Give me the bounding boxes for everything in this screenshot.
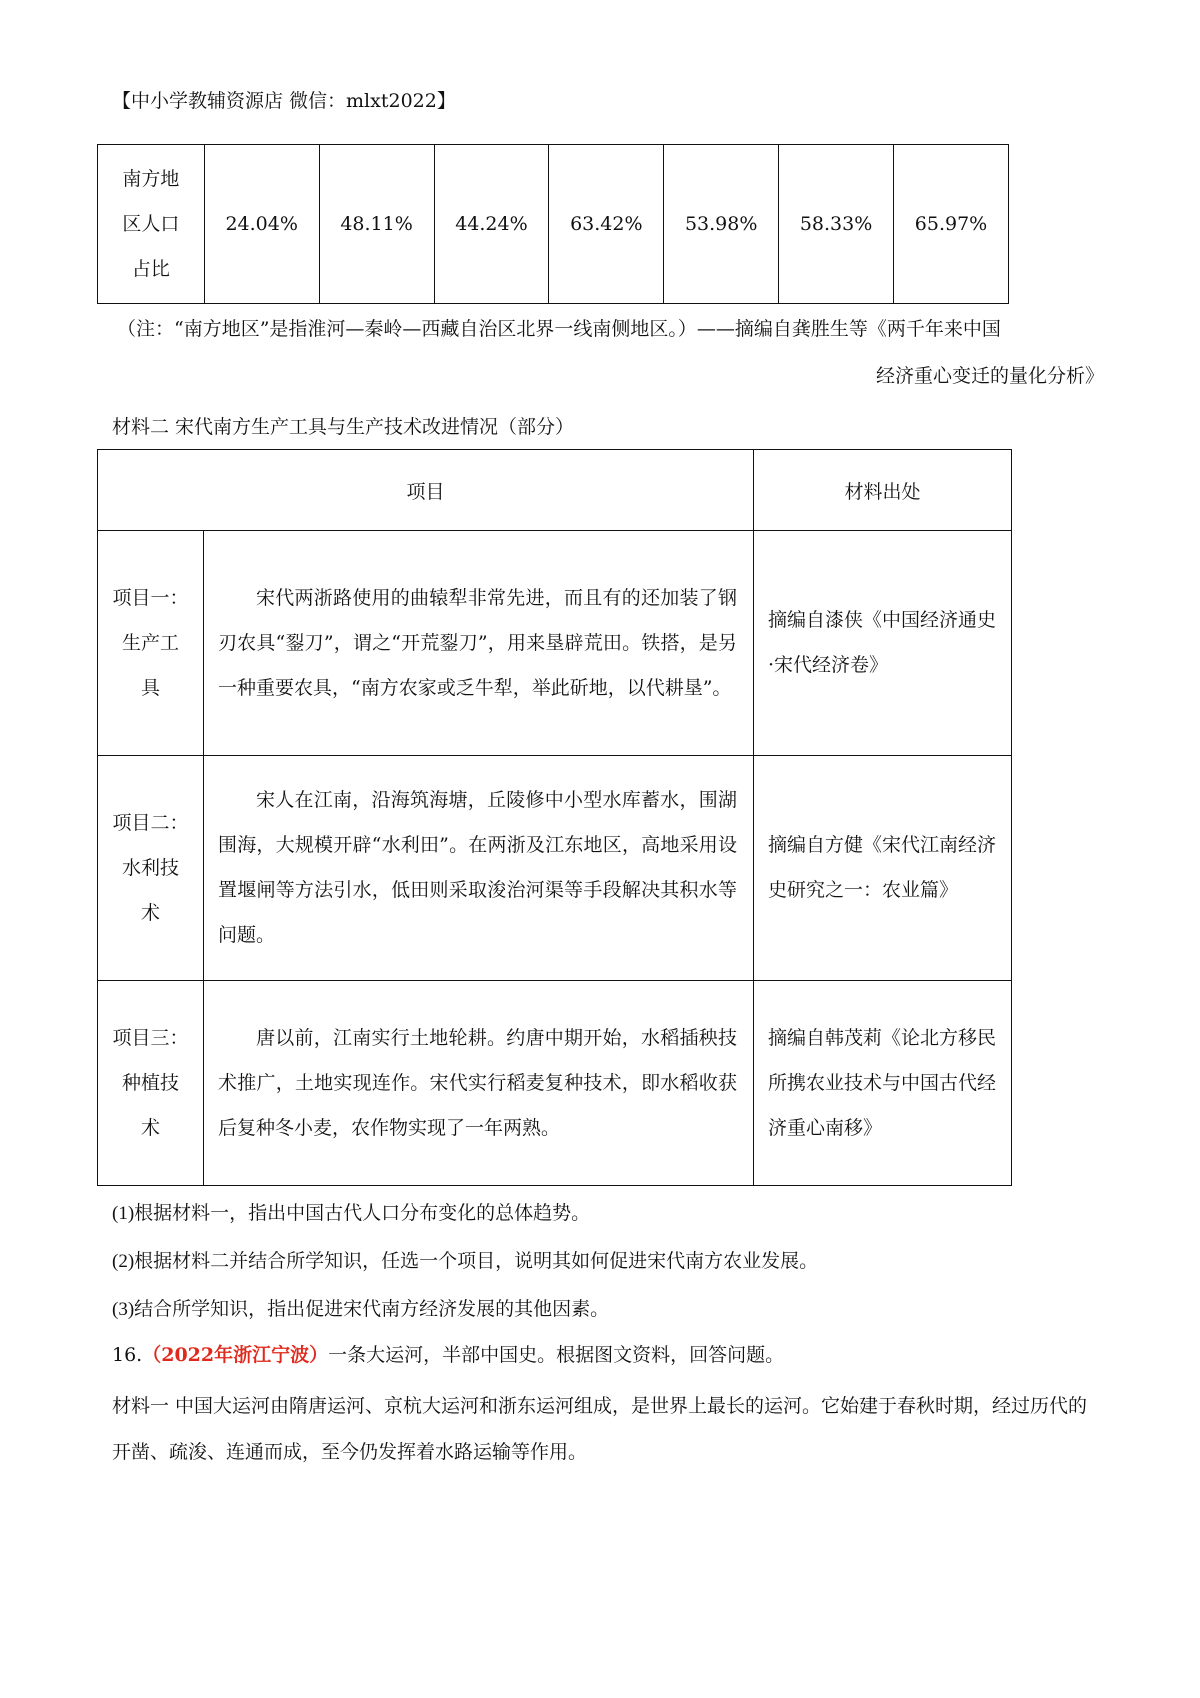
table-header-row xyxy=(98,450,1012,531)
item-label-line: 水利技 xyxy=(121,856,179,879)
item-source: 摘编自方健《宋代江南经济史研究之一：农业篇》 xyxy=(754,756,1012,981)
population-table xyxy=(97,144,1009,304)
item-label-line: 具 xyxy=(140,676,160,699)
item-label-line: 术 xyxy=(140,1116,160,1139)
question-1: (1)根据材料一，指出中国古代人口分布变化的总体趋势。 xyxy=(112,1203,591,1224)
item-label xyxy=(98,981,204,1186)
table-note: （注：“南方地区”是指淮河—秦岭—西藏自治区北界一线南侧地区。）——摘编自龚胜生等《两千年来中国 xyxy=(117,318,1001,340)
table-row xyxy=(98,531,1012,756)
item-label-line: 生产工 xyxy=(121,631,179,654)
item-label xyxy=(98,531,204,756)
table-cell: 24.04% xyxy=(204,145,319,304)
item-label-line: 种植技 xyxy=(121,1071,179,1094)
row-label-line: 占比 xyxy=(131,257,170,280)
item-label xyxy=(98,756,204,981)
item-label-line: 项目三： xyxy=(112,1026,189,1049)
column-header-project: 项目 xyxy=(98,450,754,531)
column-header-source: 材料出处 xyxy=(754,450,1012,531)
item-source: 摘编自韩茂莉《论北方移民所携农业技术与中国古代经济重心南移》 xyxy=(754,981,1012,1186)
question-2: (2)根据材料二并结合所学知识，任选一个项目，说明其如何促进宋代南方农业发展。 xyxy=(112,1251,819,1272)
material-1-text: 材料一 中国大运河由隋唐运河、京杭大运河和浙东运河组成，是世界上最长的运河。它始建于春秋时期，经过历代的开凿、疏浚、连通而成，至今仍发挥着水路运输等作用。 xyxy=(112,1395,1088,1463)
table-row xyxy=(98,145,1009,304)
table-cell: 44.24% xyxy=(434,145,549,304)
row-label-line: 区人口 xyxy=(122,212,180,235)
question-text: 一条大运河，半部中国史。根据图文资料，回答问题。 xyxy=(328,1344,785,1366)
row-label-line: 南方地 xyxy=(122,167,180,190)
question-16 xyxy=(112,1340,784,1367)
question-number: 16. xyxy=(112,1344,143,1366)
table-cell: 58.33% xyxy=(779,145,894,304)
item-description: 唐以前，江南实行土地轮耕。约唐中期开始，水稻插秧技术推广，土地实现连作。宋代实行稻麦复种技术，即水稻收获后复种冬小麦，农作物实现了一年两熟。 xyxy=(204,981,754,1186)
question-3: (3)结合所学知识，指出促进宋代南方经济发展的其他因素。 xyxy=(112,1299,610,1320)
item-label-line: 术 xyxy=(140,901,160,924)
table-cell: 63.42% xyxy=(549,145,664,304)
table-cell: 48.11% xyxy=(319,145,434,304)
table-cell: 53.98% xyxy=(664,145,779,304)
material-2-title: 材料二 宋代南方生产工具与生产技术改进情况（部分） xyxy=(112,416,575,438)
item-label-line: 项目一： xyxy=(112,586,189,609)
question-source: （2022年浙江宁波） xyxy=(142,1344,329,1366)
row-label xyxy=(98,145,205,304)
item-label-line: 项目二： xyxy=(112,811,189,834)
item-description: 宋代两浙路使用的曲辕犁非常先进，而且有的还加装了钢刃农具“銐刀”，谓之“开荒銐刀”，用来垦辟荒田。铁搭，是另一种重要农具，“南方农家或乏牛犁，举此斫地，以代耕垦”。 xyxy=(204,531,754,756)
table-cell: 65.97% xyxy=(894,145,1009,304)
item-source: 摘编自漆侠《中国经济通史·宋代经济卷》 xyxy=(754,531,1012,756)
table-row xyxy=(98,756,1012,981)
page-header: 【中小学教辅资源店 微信：mlxt2022】 xyxy=(112,90,456,112)
techniques-table xyxy=(97,449,1012,1186)
note-source: 经济重心变迁的量化分析》 xyxy=(875,365,1104,387)
table-row xyxy=(98,981,1012,1186)
item-description: 宋人在江南，沿海筑海塘，丘陵修中小型水库蓄水，围湖围海，大规模开辟“水利田”。在两浙及江东地区，高地采用设置堰闸等方法引水，低田则采取浚治河渠等手段解决其积水等问题。 xyxy=(204,756,754,981)
